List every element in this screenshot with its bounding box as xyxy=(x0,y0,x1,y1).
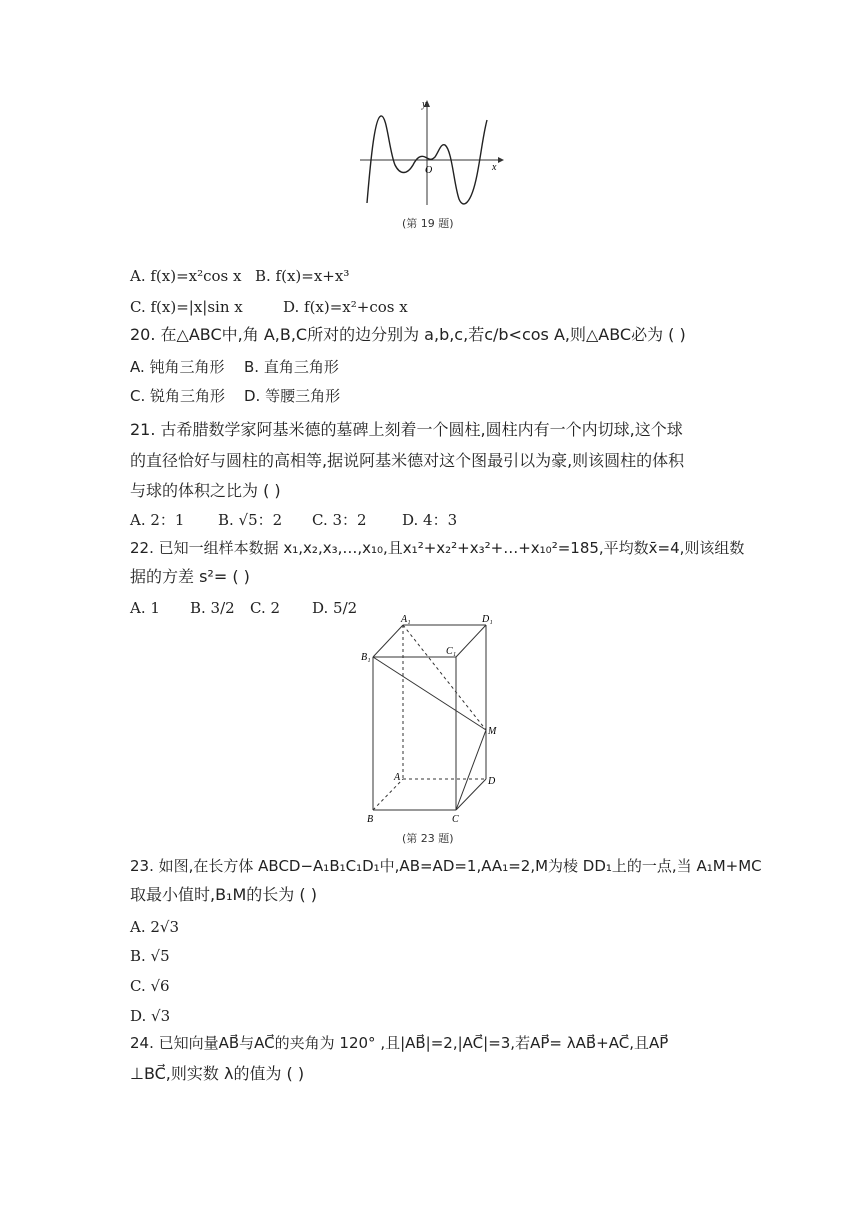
q23-stem-line2: 取最小值时,B₁M的长为 ( ) xyxy=(130,885,317,904)
q21-option-a: A. 2：1 xyxy=(130,511,185,529)
vertex-m-label: M xyxy=(488,726,497,737)
q24-stem-line1: 24. 已知向量AB⃗与AC⃗的夹角为 120° ,且|AB⃗|=2,|AC⃗|=3,若AP⃗= λAB⃗+AC⃗,且AP⃗ xyxy=(130,1034,669,1052)
origin-label: O xyxy=(425,165,433,176)
vertex-b-label: B xyxy=(367,814,374,825)
q22-stem-line2: 据的方差 s²= ( ) xyxy=(130,567,250,586)
q21-option-b: B. √5：2 xyxy=(218,511,283,529)
q23-option-d: D. √3 xyxy=(130,1007,171,1025)
q22-option-c: C. 2 xyxy=(250,599,281,617)
q22-option-a: A. 1 xyxy=(130,599,160,617)
vertex-a-label: A xyxy=(394,772,401,783)
vertex-d-label: D xyxy=(488,776,496,787)
figure-23-caption: (第 23 题) xyxy=(402,832,454,845)
vertex-b1-label: B₁ xyxy=(361,652,371,663)
figure-19-graph xyxy=(355,95,505,210)
vertex-c-label: C xyxy=(452,814,459,825)
q22-stem-line1: 22. 已知一组样本数据 x₁,x₂,x₃,…,x₁₀,且x₁²+x₂²+x₃²+…+x₁₀²=185,平均数x̄=4,则该组数 xyxy=(130,539,745,557)
q22-option-d: D. 5/2 xyxy=(312,599,358,617)
q20-option-d: D. 等腰三角形 xyxy=(244,387,341,405)
q20-stem: 20. 在△ABC中,角 A,B,C所对的边分别为 a,b,c,若c/b<cos A,则△ABC必为 ( ) xyxy=(130,325,686,344)
q20-option-c: C. 锐角三角形 xyxy=(130,387,226,405)
axis-y-label: y xyxy=(422,99,427,110)
q21-stem-line3: 与球的体积之比为 ( ) xyxy=(130,481,281,500)
q23-stem-line1: 23. 如图,在长方体 ABCD−A₁B₁C₁D₁中,AB=AD=1,AA₁=2,M为棱 DD₁上的一点,当 A₁M+MC xyxy=(130,857,762,875)
q21-option-d: D. 4：3 xyxy=(402,511,458,529)
figure-19-caption: (第 19 题) xyxy=(402,217,454,230)
figure-23-cuboid xyxy=(358,612,508,827)
q21-option-c: C. 3：2 xyxy=(312,511,367,529)
q19-option-d: D. f(x)=x²+cos x xyxy=(283,298,408,316)
q21-stem-line1: 21. 古希腊数学家阿基米德的墓碑上刻着一个圆柱,圆柱内有一个内切球,这个球 xyxy=(130,420,683,439)
q19-option-a: A. f(x)=x²cos x xyxy=(130,267,242,285)
q23-option-a: A. 2√3 xyxy=(130,918,180,936)
vertex-a1-label: A₁ xyxy=(401,614,411,625)
q20-option-a: A. 钝角三角形 xyxy=(130,358,225,376)
q19-option-c: C. f(x)=|x|sin x xyxy=(130,298,243,316)
q21-stem-line2: 的直径恰好与圆柱的高相等,据说阿基米德对这个图最引以为豪,则该圆柱的体积 xyxy=(130,451,685,470)
axis-x-label: x xyxy=(492,162,497,173)
vertex-d1-label: D₁ xyxy=(482,614,493,625)
q19-option-b: B. f(x)=x+x³ xyxy=(255,267,350,285)
q23-option-b: B. √5 xyxy=(130,947,170,965)
q20-option-b: B. 直角三角形 xyxy=(244,358,339,376)
vertex-c1-label: C₁ xyxy=(446,646,457,657)
q23-option-c: C. √6 xyxy=(130,977,170,995)
q22-option-b: B. 3/2 xyxy=(190,599,235,617)
q24-stem-line2: ⊥BC⃗,则实数 λ的值为 ( ) xyxy=(130,1064,305,1083)
